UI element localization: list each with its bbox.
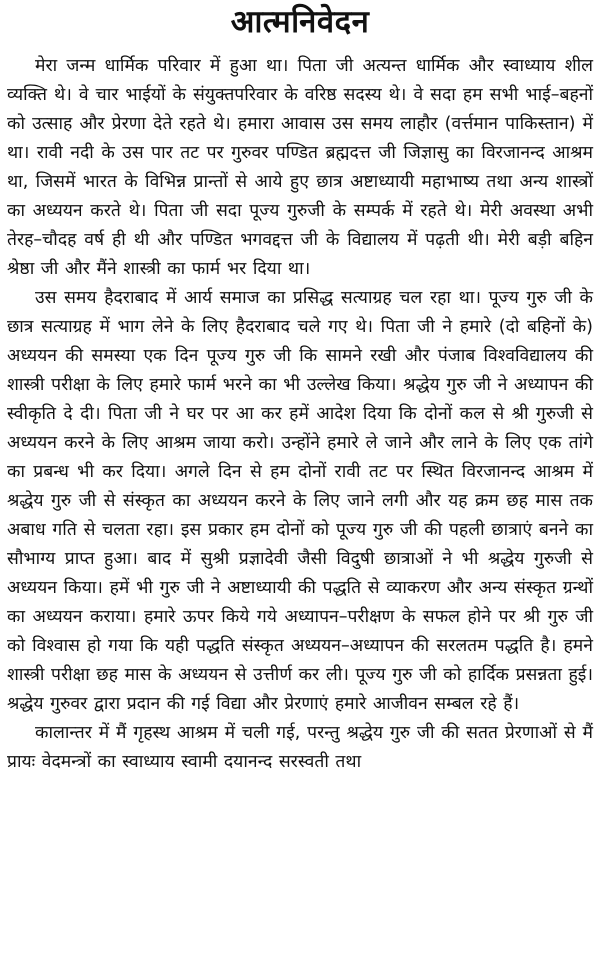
body-text [7,52,593,777]
page-title: आत्मनिवेदन [230,4,370,40]
paragraph-2: उस समय हैदराबाद में आर्य समाज का प्रसिद्ध सत्याग्रह चल रहा था। पूज्य गुरु जी के छात्र सत्याग्रह में भाग लेने के लिए हैदराबाद चले गए थे। पिता जी ने हमारे (दो बहिनों के) अध्ययन की समस्या एक दिन पूज्य गुरु जी कि सामने रखी और पंजाब विश्वविद्यालय की शास्त्री परीक्षा के लिए हमारे फार्म भरने का भी उल्लेख किया। श्रद्धेय गुरु जी ने अध्यापन की स्वीकृति दे दी। पिता जी ने घर पर आ कर हमें आदेश दिया कि दोनों कल से श्री गुरुजी से अध्ययन करने के लिए आश्रम जाया करो। उन्होंने हमारे ले जाने और लाने के लिए एक तांगे का प्रबन्ध भी कर दिया। अगले दिन से हम दोनों रावी तट पर स्थित विरजानन्द आश्रम में श्रद्धेय गुरु जी से संस्कृत का अध्ययन करने के लिए जाने लगी और यह क्रम छह मास तक अबाध गति से चलता रहा। इस प्रकार हम दोनों को पूज्य गुरु जी की पहली छात्राएं बनने का सौभाग्य प्राप्त हुआ। बाद में सुश्री प्रज्ञादेवी जैसी विदुषी छात्राओं ने भी श्रद्धेय गुरुजी से अध्ययन किया। हमें भी गुरु जी ने अष्टाध्यायी की पद्धति से व्याकरण और अन्य संस्कृत ग्रन्थों का अध्ययन कराया। हमारे ऊपर किये गये अध्यापन–परीक्षण के सफल होने पर श्री गुरु जी को विश्वास हो गया कि यही पद्धति संस्कृत अध्ययन–अध्यापन की सरलतम पद्धति है। हमने शास्त्री परीक्षा छह मास के अध्ययन से उत्तीर्ण कर ली। पूज्य गुरु जी को हार्दिक प्रसन्नता हुई। श्रद्धेय गुरुवर द्वारा प्रदान की गई विद्या और प्रेरणाएं हमारे आजीवन सम्बल रहे हैं। [7,288,593,714]
paragraph-1: मेरा जन्म धार्मिक परिवार में हुआ था। पिता जी अत्यन्त धार्मिक और स्वाध्याय शील व्यक्ति थे। वे चार भाईयों के संयुक्तपरिवार के वरिष्ठ सदस्य थे। वे सदा हम सभी भाई–बहनों को उत्साह और प्रेरणा देते रहते थे। हमारा आवास उस समय लाहौर (वर्त्तमान पाकिस्तान) में था। रावी नदी के उस पार तट पर गुरुवर पण्डित ब्रह्मदत्त जी जिज्ञासु का विरजानन्द आश्रम था, जिसमें भारत के विभिन्न प्रान्तों से आये हुए छात्र अष्टाध्यायी महाभाष्य तथा अन्य शास्त्रों का अध्ययन करते थे। पिता जी सदा पूज्य गुरुजी के सम्पर्क में रहते थे। मेरी अवस्था अभी तेरह–चौदह वर्ष ही थी और पण्डित भगवद्दत्त जी के विद्यालय में पढ़ती थी। मेरी बड़ी बहिन श्रेष्ठा जी और मैंने शास्त्री का फार्म भर दिया था। [7,56,593,279]
paragraph-3: कालान्तर में मैं गृहस्थ आश्रम में चली गई, परन्तु श्रद्धेय गुरु जी की सतत प्रेरणाओं से मैं प्रायः वेदमन्त्रों का स्वाध्याय स्वामी दयानन्द सरस्वती तथा [7,723,593,772]
